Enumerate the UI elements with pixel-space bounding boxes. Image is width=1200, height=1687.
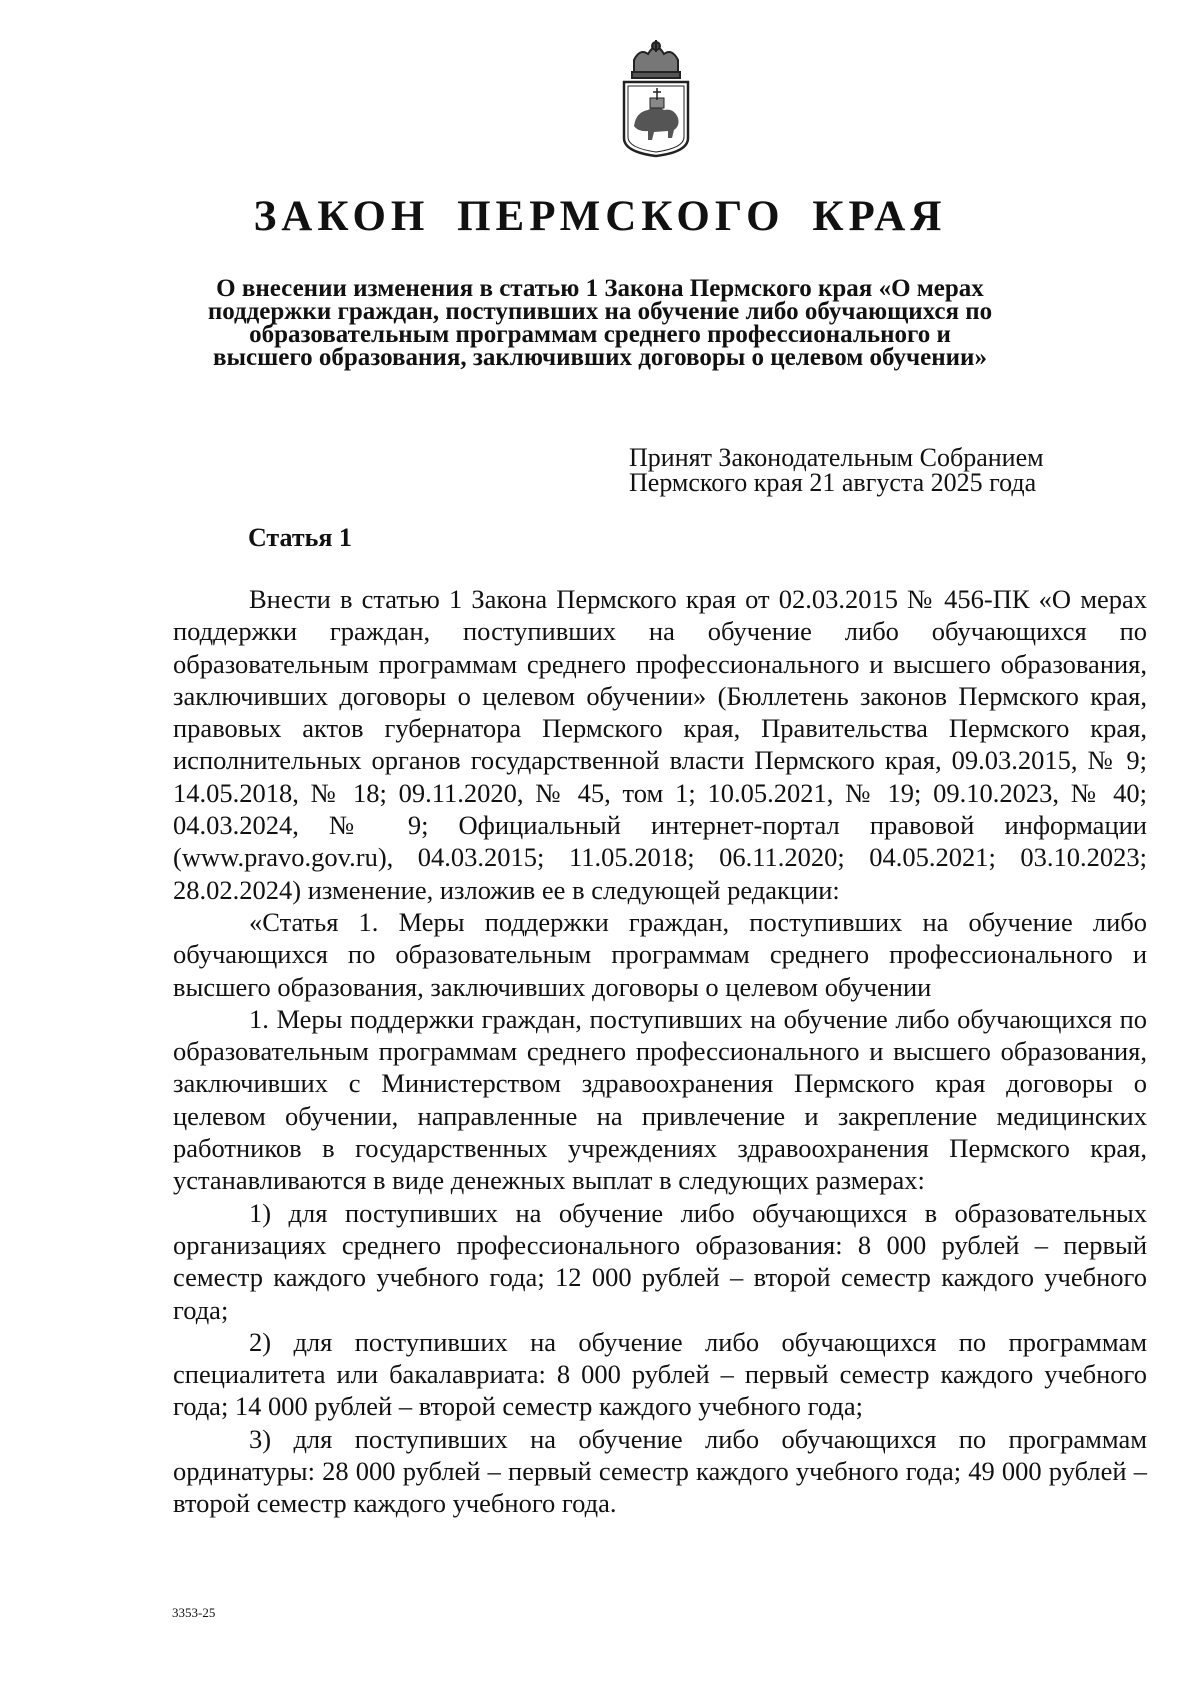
paragraph-amendment: Внести в статью 1 Закона Пермского края от 02.03.2015 № 456-ПК «О мерах поддержки граждан, поступивших на обучение либо обучающихся по образовательным программам среднего профессионального и высшего образования, заключивших договоры о целевом обучении» (Бюллетень законов Пермского края, правовых актов губернатора Пермского края, Правительства Пермского края, исполнительных органов государственной власти Пермского края, 09.03.2015, № 9; 14.05.2018, № 18; 09.11.2020, № 45, том 1; 10.05.2021, № 19; 09.10.2023, № 40; 04.03.2024, № 9; Официальный интернет-портал правовой информации (www.pravo.gov.ru), 04.03.2015; 11.05.2018; 06.11.2020; 04.05.2021; 03.10.2023; 28.02.2024) изменение, изложив ее в следующей редакции:	[173, 584, 1147, 905]
coat-of-arms-icon	[620, 38, 692, 158]
paragraph-article-title: «Статья 1. Меры поддержки граждан, поступивших на обучение либо обучающихся по образовательным программам среднего профессионального и высшего образования, заключивших договоры о целевом обучении	[173, 906, 1147, 1002]
paragraph-subclause-1: 1) для поступивших на обучение либо обучающихся в образовательных организациях среднего профессионального образования: 8 000 рублей – первый семестр каждого учебного года; 12 000 рублей – второй семестр каждого учебного года;	[173, 1197, 1147, 1325]
paragraph-subclause-2: 2) для поступивших на обучение либо обучающихся по программам специалитета или бакалавриата: 8 000 рублей – первый семестр каждого учебного года; 14 000 рублей – второй семестр каждого учебного года;	[173, 1326, 1147, 1422]
article-heading: Статья 1	[248, 523, 352, 552]
paragraph-subclause-3: 3) для поступивших на обучение либо обучающихся по программам ординатуры: 28 000 рублей – первый семестр каждого учебного года; 49 000 рублей – второй семестр каждого учебного года.	[173, 1423, 1147, 1519]
paragraph-clause-1: 1. Меры поддержки граждан, поступивших на обучение либо обучающихся по образовательным программам среднего профессионального и высшего образования, заключивших с Министерством здравоохранения Пермского края договоры о целевом обучении, направленные на привлечение и закрепление медицинских работников в государственных учреждениях здравоохранения Пермского края, устанавливаются в виде денежных выплат в следующих размерах:	[173, 1003, 1147, 1196]
document-number: 3353-25	[172, 1605, 216, 1620]
adoption-note: Принят Законодательным Собранием Пермского края 21 августа 2025 года	[629, 443, 1044, 497]
law-subtitle: О внесении изменения в статью 1 Закона Пермского края «О мерах поддержки граждан, поступивших на обучение либо обучающихся по образовательным программам среднего профессионального и высшего образования, заключивших договоры о целевом обучении»	[207, 275, 993, 371]
article-body	[173, 583, 1147, 1520]
law-title: ЗАКОН ПЕРМСКОГО КРАЯ	[253, 193, 947, 240]
